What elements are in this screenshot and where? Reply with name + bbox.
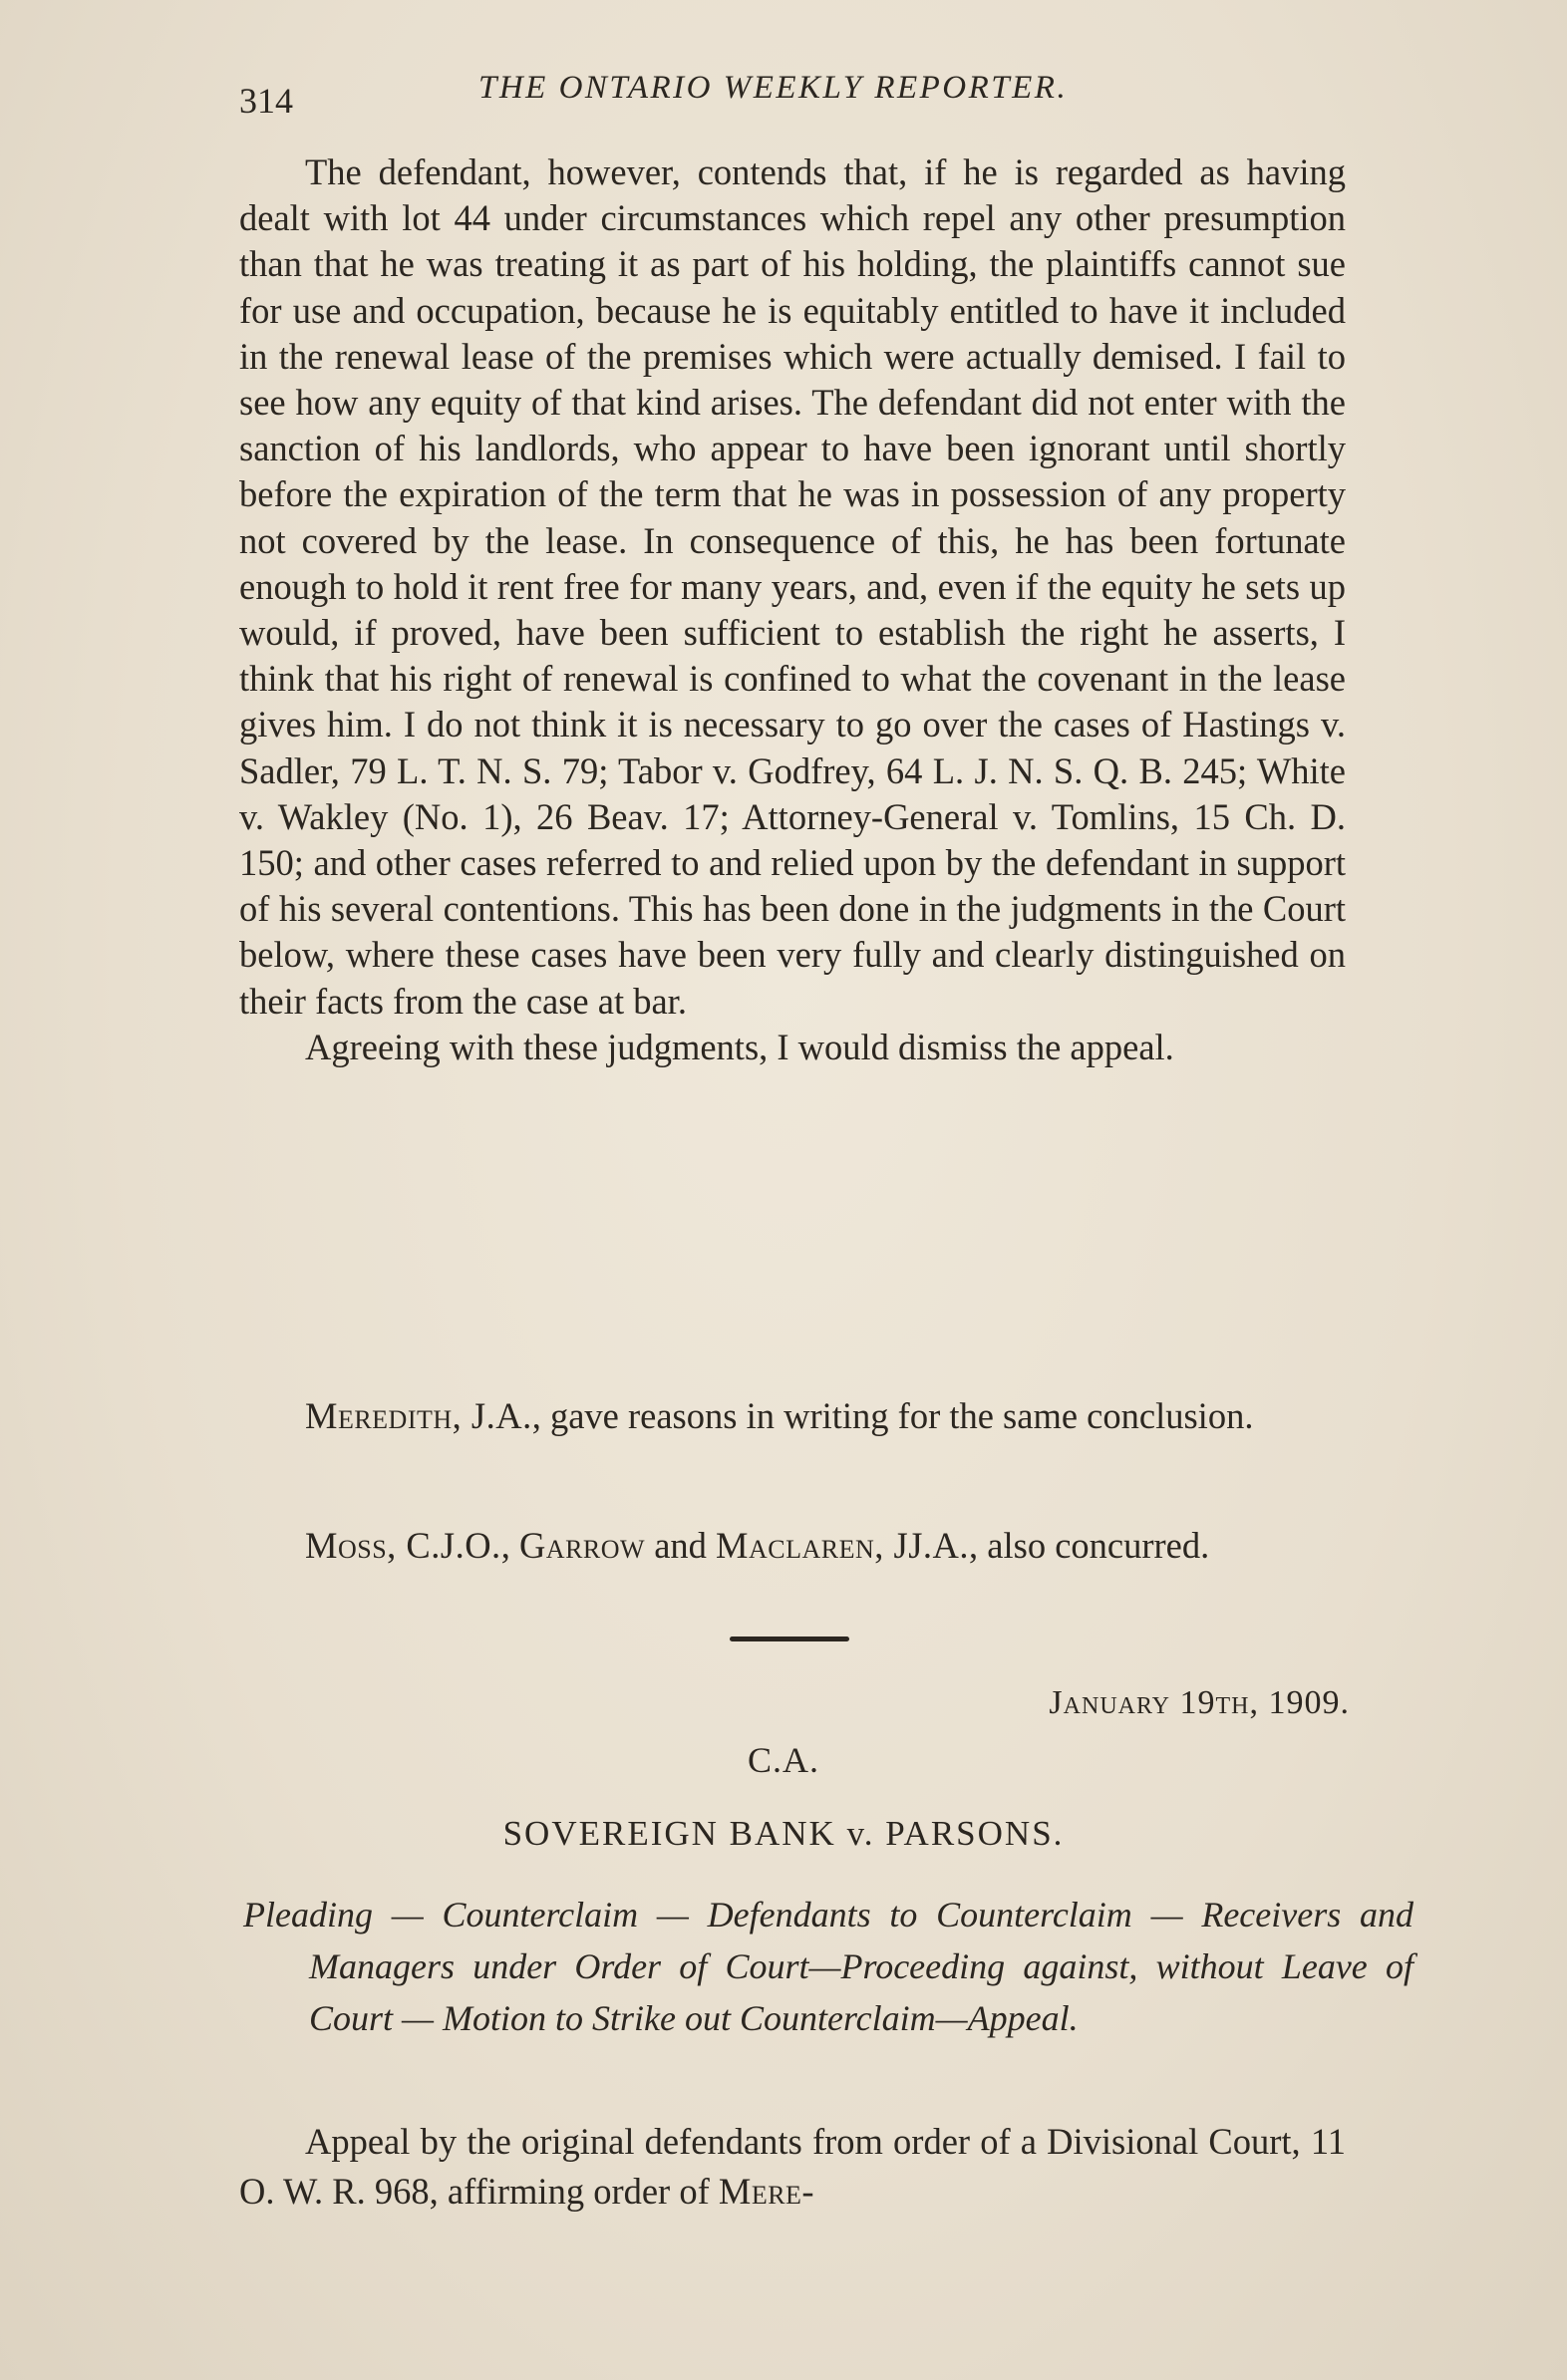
and-word: and <box>645 1525 717 1566</box>
judge-name-garrow: Garrow <box>518 1525 646 1566</box>
meredith-concurrence-text: , gave reasons in writing for the same conclusion. <box>531 1395 1254 1436</box>
judge-name-meredith: Meredith, J.A. <box>305 1395 532 1436</box>
opinion-conclusion: Agreeing with these judgments, I would dismiss the appeal. <box>305 1026 1174 1067</box>
name-separator: , <box>500 1525 519 1566</box>
running-head: THE ONTARIO WEEKLY REPORTER. <box>478 70 1069 106</box>
opinion-paragraph: The defendant, however, contends that, if he is regarded as having dealt with lot 44 under circumstances which repel any other presumption than that he was treating it as part of his holding, the plaintiffs cannot sue for use and occupation, because he is equitably entitled to have it included in the renewal lease of the premises which were actually demised. I fail to see how any equity of that kind arises. The defendant did not enter with the sanction of his landlords, who appear to have been ignorant until shortly before the expiration of the term that he was in possession of any property not covered by the lease. In consequence of this, he has been fortunate enough to hold it rent free for many years, and, even if the equity he sets up would, if proved, have been sufficient to establish the right he asserts, I think that his right of renewal is confined to what the covenant in the lease gives him. I do not think it is necessary to go over the cases of Hastings v. Sadler, 79 L. T. N. S. 79; Tabor v. Godfrey, 64 L. J. N. S. Q. B. 245; White v. Wakley (No. 1), 26 Beav. 17; Attorney-General v. Tomlins, 15 Ch. D. 150; and other cases referred to and relied upon by the defendant in support of his several contentions. This has been done in the judgments in the Court below, where these cases have been very fully and clearly distinguished on their facts from the case at bar. <box>239 151 1346 1022</box>
page-header <box>239 66 1366 126</box>
case-date: January 19th, 1909. <box>1049 1684 1350 1721</box>
headnote: Pleading — Counterclaim — Defendants to Counterclaim — Receivers and Managers under Order of Court—Proceeding against, without Leave of Court — Motion to Strike out Counterclaim—Appeal. <box>243 1895 1413 2038</box>
page-number: 314 <box>239 81 293 121</box>
moss-concurrence-text: , also concurred. <box>969 1525 1210 1566</box>
court-label: C.A. <box>747 1740 819 1780</box>
appeal-text: Appeal by the original defendants from order of a Divisional Court, 11 O. W. R. 968, affirming order of <box>239 2121 1346 2212</box>
section-divider <box>730 1636 849 1641</box>
opinion-text <box>239 149 1346 1070</box>
moss-concurrence <box>239 1521 1346 1571</box>
appeal-paragraph <box>239 2117 1346 2217</box>
judge-name-maclaren: Maclaren, JJ.A. <box>716 1525 970 1566</box>
judge-name-moss: Moss, C.J.O. <box>305 1525 501 1566</box>
appeal-judge-name: Mere- <box>718 2171 815 2212</box>
case-title: SOVEREIGN BANK v. PARSONS. <box>502 1814 1065 1853</box>
meredith-concurrence <box>239 1391 1346 1441</box>
